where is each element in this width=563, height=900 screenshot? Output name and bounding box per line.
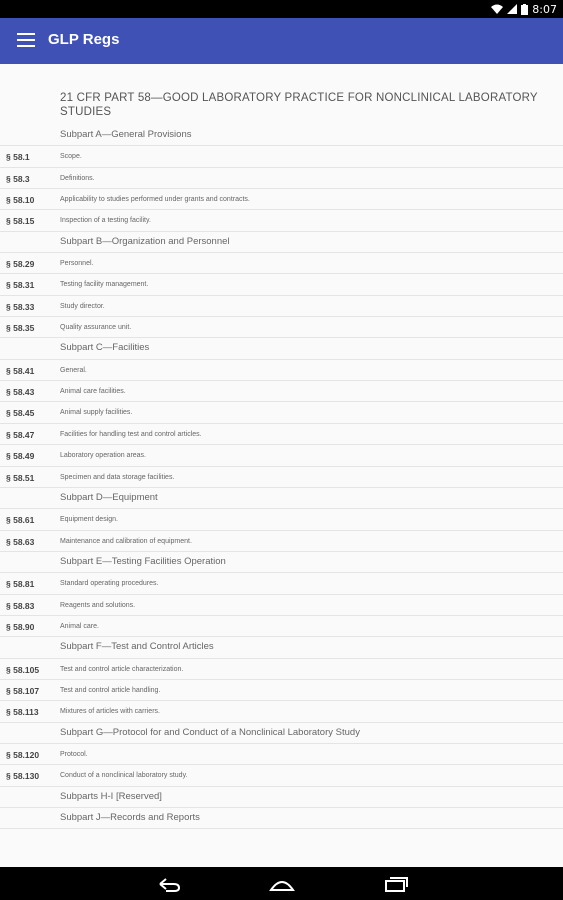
- section-title: Animal care.: [60, 622, 99, 630]
- subpart-heading[interactable]: [0, 787, 563, 808]
- home-icon[interactable]: [268, 875, 296, 893]
- section-number: § 58.120: [6, 749, 40, 760]
- status-time: 8:07: [532, 2, 557, 16]
- subpart-title: Subpart G—Protocol for and Conduct of a Nonclinical Laboratory Study: [60, 726, 360, 738]
- subpart-heading[interactable]: [0, 808, 563, 829]
- section-row[interactable]: [0, 765, 563, 786]
- section-title: Specimen and data storage facilities.: [60, 473, 175, 481]
- section-row[interactable]: [0, 253, 563, 274]
- section-title: Facilities for handling test and control articles.: [60, 430, 202, 438]
- subpart-title: Subpart J—Records and Reports: [60, 812, 200, 823]
- section-number: § 58.35: [6, 323, 35, 334]
- section-row[interactable]: [0, 146, 563, 167]
- section-title: Animal supply facilities.: [60, 409, 133, 417]
- section-row[interactable]: [0, 360, 563, 381]
- section-number: § 58.61: [6, 515, 35, 526]
- app-bar: [0, 18, 563, 64]
- section-title: Applicability to studies performed under grants and contracts.: [60, 196, 250, 204]
- section-number: § 58.107: [6, 685, 40, 696]
- section-title: Study director.: [60, 302, 105, 310]
- section-row[interactable]: [0, 531, 563, 552]
- section-title: Standard operating procedures.: [60, 580, 159, 588]
- section-title: Test and control article handling.: [60, 686, 161, 694]
- section-number: § 58.90: [6, 621, 35, 632]
- subpart-title: Subpart A—General Provisions: [60, 129, 192, 140]
- section-title: Laboratory operation areas.: [60, 452, 146, 460]
- section-number: § 58.81: [6, 579, 35, 590]
- section-number: § 58.33: [6, 301, 35, 312]
- section-title: Reagents and solutions.: [60, 601, 136, 609]
- section-row[interactable]: [0, 659, 563, 680]
- subpart-heading[interactable]: [0, 338, 563, 359]
- section-title: Animal care facilities.: [60, 388, 126, 396]
- section-number: § 58.41: [6, 365, 35, 376]
- section-number: § 58.105: [6, 664, 40, 675]
- section-number: § 58.130: [6, 771, 40, 782]
- subpart-title: Subparts H-I [Reserved]: [60, 790, 162, 802]
- section-row[interactable]: [0, 701, 563, 722]
- section-number: § 58.10: [6, 195, 35, 206]
- subpart-heading[interactable]: [0, 125, 563, 146]
- section-number: § 58.113: [6, 707, 39, 718]
- navigation-bar: [0, 867, 563, 900]
- section-row[interactable]: [0, 168, 563, 189]
- subpart-title: Subpart C—Facilities: [60, 342, 150, 354]
- section-row[interactable]: [0, 274, 563, 295]
- subpart-heading[interactable]: [0, 232, 563, 253]
- section-number: § 58.3: [6, 173, 30, 184]
- subpart-heading[interactable]: [0, 723, 563, 744]
- back-icon[interactable]: [156, 875, 182, 893]
- section-row[interactable]: [0, 317, 563, 338]
- subpart-title: Subpart D—Equipment: [60, 491, 158, 503]
- section-number: § 58.49: [6, 451, 35, 462]
- document-view[interactable]: [0, 64, 563, 867]
- section-number: § 58.1: [6, 152, 30, 163]
- menu-icon[interactable]: [17, 33, 35, 49]
- section-row[interactable]: [0, 189, 563, 210]
- section-number: § 58.43: [6, 387, 35, 398]
- section-number: § 58.51: [6, 472, 35, 483]
- subpart-title: Subpart F—Test and Control Articles: [60, 641, 214, 653]
- section-number: § 58.63: [6, 536, 35, 547]
- section-row[interactable]: [0, 445, 563, 466]
- subpart-heading[interactable]: [0, 637, 563, 658]
- subpart-heading[interactable]: [0, 488, 563, 509]
- section-number: § 58.45: [6, 408, 35, 419]
- section-row[interactable]: [0, 595, 563, 616]
- recents-icon[interactable]: [384, 875, 408, 893]
- section-row[interactable]: [0, 210, 563, 231]
- subpart-heading[interactable]: [0, 552, 563, 573]
- section-number: § 58.83: [6, 600, 35, 611]
- section-number: § 58.47: [6, 429, 35, 440]
- section-title: Protocol.: [60, 750, 88, 758]
- subpart-title: Subpart E—Testing Facilities Operation: [60, 555, 226, 567]
- section-row[interactable]: [0, 573, 563, 594]
- status-bar: [0, 0, 563, 18]
- section-title: Personnel.: [60, 260, 94, 268]
- section-title: Quality assurance unit.: [60, 324, 132, 332]
- section-title: Equipment design.: [60, 516, 118, 524]
- section-title: Definitions.: [60, 174, 95, 182]
- section-row[interactable]: [0, 296, 563, 317]
- section-row[interactable]: [0, 424, 563, 445]
- section-title: Inspection of a testing facility.: [60, 217, 151, 225]
- section-row[interactable]: [0, 616, 563, 637]
- section-row[interactable]: [0, 680, 563, 701]
- section-number: § 58.15: [6, 216, 35, 227]
- section-title: Mixtures of articles with carriers.: [60, 708, 160, 716]
- section-row[interactable]: [0, 381, 563, 402]
- section-title: General.: [60, 366, 87, 374]
- app-title: GLP Regs: [48, 31, 120, 48]
- signal-icon: [507, 4, 517, 14]
- section-number: § 58.31: [6, 280, 35, 291]
- section-title: Conduct of a nonclinical laboratory study.: [60, 772, 188, 780]
- section-title: Testing facility management.: [60, 281, 149, 289]
- section-row[interactable]: [0, 744, 563, 765]
- status-icons: [491, 2, 557, 16]
- section-number: § 58.29: [6, 259, 35, 270]
- section-row[interactable]: [0, 402, 563, 423]
- section-title: Maintenance and calibration of equipment.: [60, 537, 192, 545]
- table-of-contents: [0, 125, 563, 829]
- document-title: 21 CFR PART 58—GOOD LABORATORY PRACTICE FOR NONCLINICAL LABORATORY STUDIES: [60, 92, 538, 118]
- wifi-icon: [491, 4, 503, 14]
- section-row[interactable]: [0, 509, 563, 530]
- battery-icon: [521, 4, 528, 15]
- section-title: Test and control article characterization.: [60, 665, 184, 673]
- section-title: Scope.: [60, 153, 82, 161]
- subpart-title: Subpart B—Organization and Personnel: [60, 235, 230, 247]
- section-row[interactable]: [0, 467, 563, 488]
